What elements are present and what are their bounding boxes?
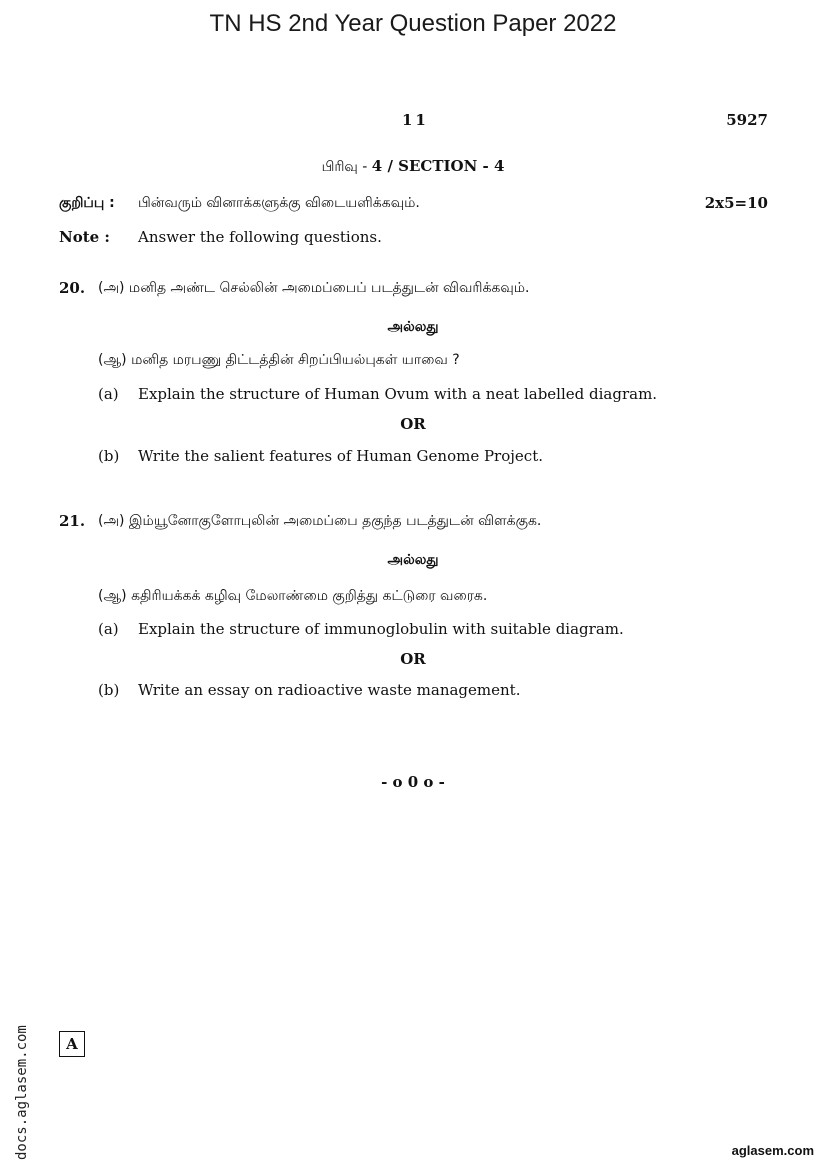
section-marks: 2x5=10 xyxy=(704,194,768,212)
series-box: A xyxy=(59,1031,85,1057)
tamil-or-label: அல்லது xyxy=(387,319,439,335)
paper-code: 5927 xyxy=(726,111,768,129)
footer-watermark: aglasem.com xyxy=(731,1143,814,1158)
english-or-label: OR xyxy=(400,650,426,668)
question-en-b: Write an essay on radioactive waste management. xyxy=(138,681,521,699)
question-en-a-label: (a) xyxy=(98,620,119,638)
note-english-label: Note : xyxy=(59,228,110,246)
question-tamil-b: (ஆ) கதிரியக்கக் கழிவு மேலாண்மை குறித்து கட்டுரை வரைக. xyxy=(98,588,488,604)
english-or-label: OR xyxy=(400,415,426,433)
question-en-a-label: (a) xyxy=(98,385,119,403)
question-tamil-a: (அ) மனித அண்ட செல்லின் அமைப்பைப் படத்துடன் விவரிக்கவும். xyxy=(98,280,530,296)
section-english: 4 / SECTION - 4 xyxy=(371,157,505,175)
page-number: 11 xyxy=(402,111,429,129)
question-en-b: Write the salient features of Human Genome Project. xyxy=(138,447,543,465)
question-en-a: Explain the structure of Human Ovum with a neat labelled diagram. xyxy=(138,385,658,403)
note-tamil-label: குறிப்பு : xyxy=(59,195,115,211)
end-of-paper-mark: - o 0 o - xyxy=(381,773,445,791)
question-tamil-b: (ஆ) மனித மரபணு திட்டத்தின் சிறப்பியல்புகள் யாவை ? xyxy=(98,352,460,368)
question-tamil-a: (அ) இம்யூனோகுளோபுலின் அமைப்பை தகுந்த படத்துடன் விளக்குக. xyxy=(98,513,542,529)
side-watermark: docs.aglasem.com xyxy=(14,1025,30,1160)
tamil-or-label: அல்லது xyxy=(387,552,439,568)
question-number: 20. xyxy=(59,279,86,297)
section-heading xyxy=(0,157,826,177)
note-english-text: Answer the following questions. xyxy=(138,228,382,246)
question-en-b-label: (b) xyxy=(98,447,120,465)
question-number: 21. xyxy=(59,512,86,530)
note-tamil-text: பின்வரும் வினாக்களுக்கு விடையளிக்கவும். xyxy=(138,195,420,211)
section-tamil: பிரிவு - xyxy=(321,159,372,175)
banner-title: TN HS 2nd Year Question Paper 2022 xyxy=(209,10,617,37)
question-en-a: Explain the structure of immunoglobulin with suitable diagram. xyxy=(138,620,624,638)
question-en-b-label: (b) xyxy=(98,681,120,699)
